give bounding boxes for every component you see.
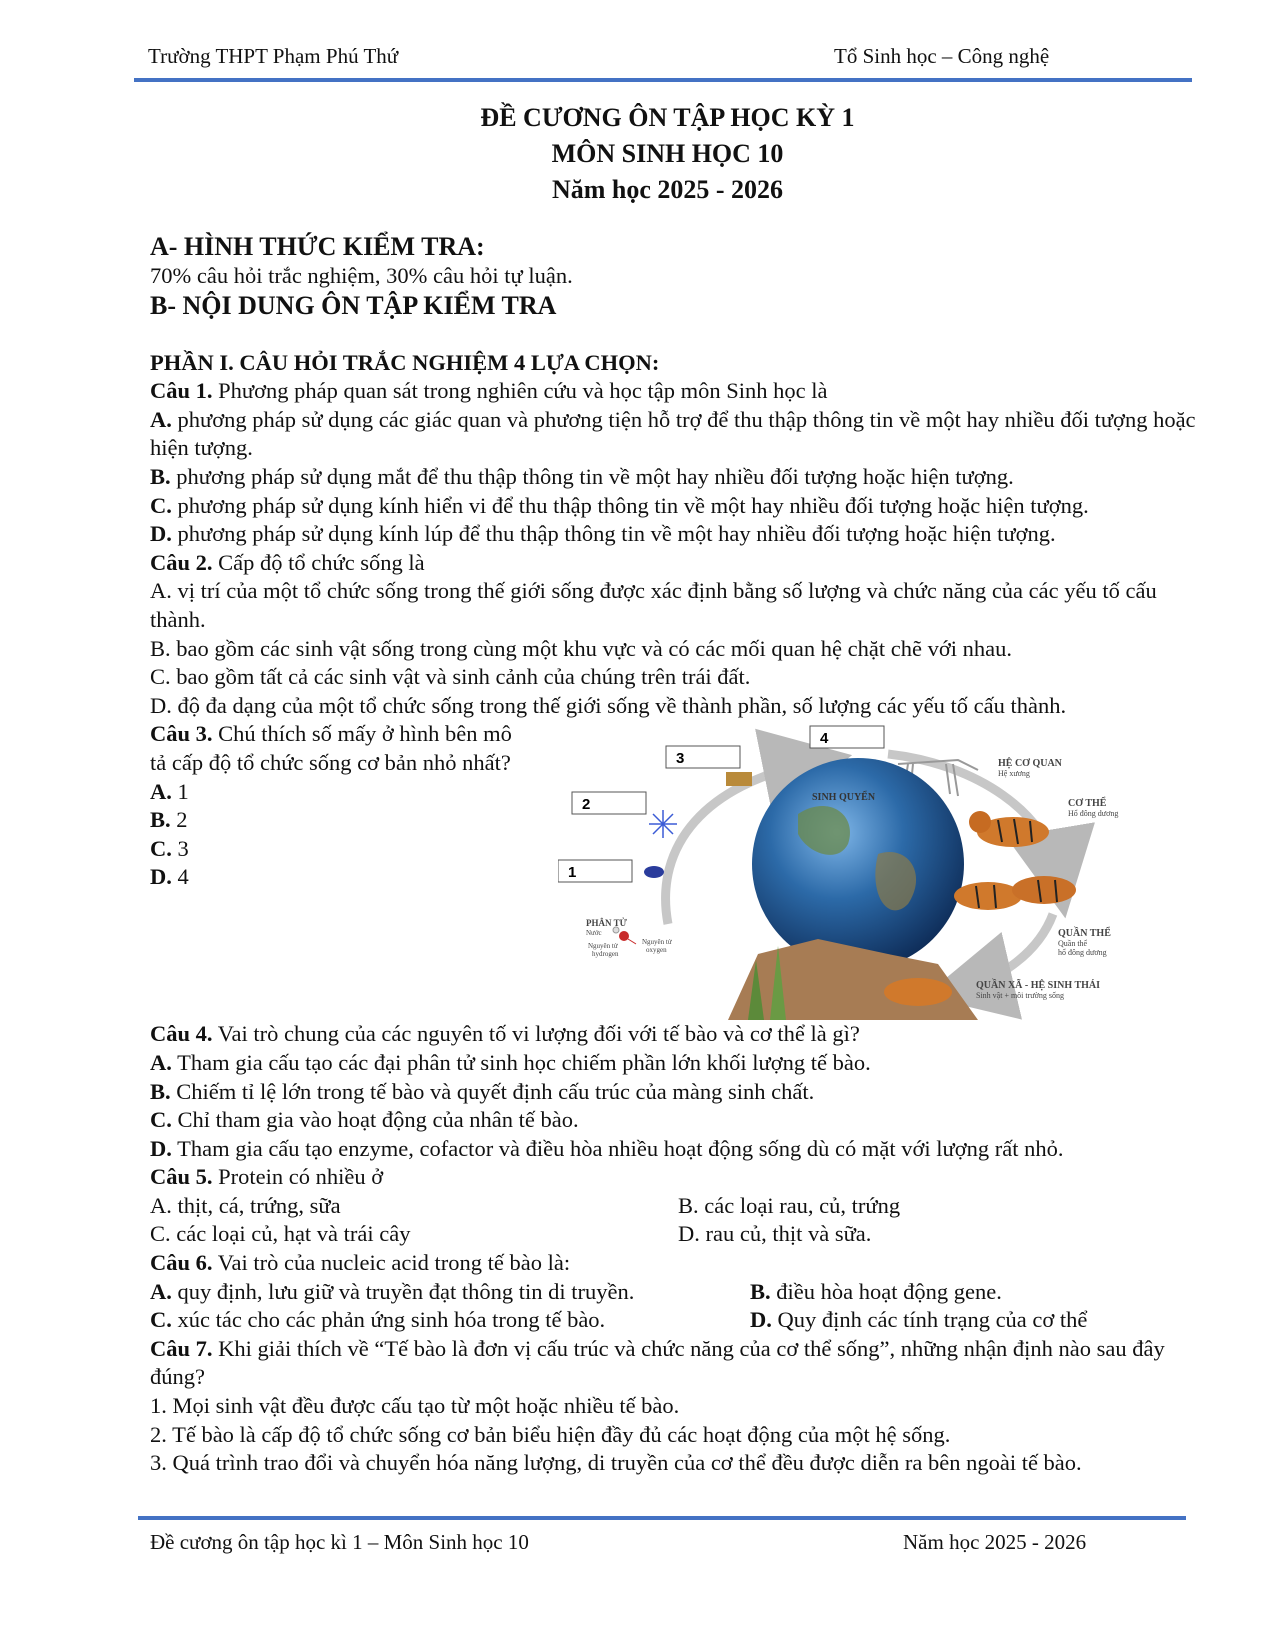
section-a-text: 70% câu hỏi trắc nghiệm, 30% câu hỏi tự luận. — [150, 263, 573, 288]
q4-label: Câu 4. — [150, 1021, 213, 1047]
q3-a-label: A. — [150, 778, 172, 804]
q1-option-d: phương pháp sử dụng kính lúp để thu thập thông tin về một hay nhiều đối tượng hoặc hiện tượng. — [171, 521, 1056, 547]
q4-option-c: Chỉ tham gia vào hoạt động của nhân tế bào. — [171, 1107, 579, 1133]
q1-d-label: D. — [150, 521, 172, 547]
q4-option-a: Tham gia cấu tạo các đại phân tử sinh học chiếm phần lớn khối lượng tế bào. — [171, 1049, 871, 1075]
q4-a-label: A. — [150, 1049, 172, 1075]
document-title — [0, 100, 1275, 208]
q7-statement-3: 3. Quá trình trao đổi và chuyển hóa năng lượng, di truyền của cơ thể đều được diễn ra bên ngoài tế bào. — [150, 1450, 1082, 1476]
tissue-icon — [649, 810, 677, 838]
q1-stem: Phương pháp quan sát trong nghiên cứu và học tập môn Sinh học là — [212, 378, 828, 404]
footer-left: Đề cương ôn tập học kì 1 – Môn Sinh học 10 — [150, 1530, 529, 1554]
section-a-heading: A- HÌNH THỨC KIỂM TRA: — [150, 232, 485, 261]
q5-stem: Protein có nhiều ở — [212, 1164, 384, 1190]
question-5 — [150, 1163, 1200, 1249]
q6-option-d: Quy định các tính trạng của cơ thể — [771, 1307, 1088, 1333]
q7-statement-1: 1. Mọi sinh vật đều được cấu tạo từ một hoặc nhiều tế bào. — [150, 1393, 680, 1419]
header-department: Tổ Sinh học – Công nghệ — [834, 44, 1050, 68]
box-4-text: 4 — [820, 730, 829, 748]
q2-option-d: D. độ đa dạng của một tổ chức sống trong thế giới sống về thành phần, số lượng các yếu tố cấu thành. — [150, 692, 1067, 718]
q5-option-a: A. thịt, cá, trứng, sữa — [150, 1192, 341, 1218]
q2-stem: Cấp độ tổ chức sống là — [212, 549, 425, 575]
q2-label: Câu 2. — [150, 549, 213, 575]
header-rule — [134, 78, 1192, 82]
community-label: QUẦN XÃ - HỆ SINH THÁI — [976, 980, 1100, 992]
q5-label: Câu 5. — [150, 1164, 213, 1190]
q1-a-label: A. — [150, 406, 172, 432]
footer-right: Năm học 2025 - 2026 — [903, 1530, 1087, 1554]
q3-d-label: D. — [150, 864, 172, 890]
hydrogen-label-2: hydrogen — [592, 950, 619, 959]
earth-globe-icon — [752, 758, 964, 970]
q6-d-label: D. — [750, 1307, 772, 1333]
question-4 — [150, 1020, 1200, 1163]
hydrogen-label-1: Nguyên tử — [588, 942, 618, 951]
q1-b-label: B. — [150, 463, 171, 489]
title-line-2: MÔN SINH HỌC 10 — [551, 139, 784, 168]
question-6 — [150, 1249, 1200, 1335]
q3-option-a: 1 — [171, 778, 189, 804]
q6-a-label: A. — [150, 1278, 172, 1304]
community-sub: Sinh vật + môi trường sống — [976, 991, 1064, 1001]
q6-option-b: điều hòa hoạt động gene. — [770, 1278, 1002, 1304]
q1-c-label: C. — [150, 492, 172, 518]
population-sub-2: hổ đông dương — [1058, 948, 1107, 958]
molecule-label: PHÂN TỬ — [586, 918, 627, 929]
q3-c-label: C. — [150, 835, 172, 861]
q7-label: Câu 7. — [150, 1335, 213, 1361]
document-body — [150, 232, 1200, 1478]
q6-option-a: quy định, lưu giữ và truyền đạt thông tin di truyền. — [171, 1278, 635, 1304]
q5-option-d: D. rau củ, thịt và sữa. — [678, 1221, 872, 1247]
tiger-organism-icon — [969, 811, 1049, 847]
q1-option-a: phương pháp sử dụng các giác quan và phương tiện hỗ trợ để thu thập thông tin về một hay nhiều đối tượng hoặc hiện tượng. — [150, 406, 1196, 461]
q6-b-label: B. — [750, 1278, 771, 1304]
q1-option-b: phương pháp sử dụng mắt để thu thập thông tin về một hay nhiều đối tượng hoặc hiện tượng. — [170, 463, 1014, 489]
q3-stem: Chú thích số mấy ở hình bên mô tả cấp độ tổ chức sống cơ bản nhỏ nhất? — [150, 721, 512, 775]
box-2-text: 2 — [582, 796, 591, 814]
levels-of-organization-figure — [558, 724, 1178, 1020]
q2-option-b: B. bao gồm các sinh vật sống trong cùng một khu vực và có các mối quan hệ chặt chẽ với nhau. — [150, 635, 1012, 661]
organ-system-sub: Hệ xương — [998, 769, 1030, 779]
q4-option-d: Tham gia cấu tạo enzyme, cofactor và điều hòa nhiều hoạt động sống dù có mặt với lượng rất nhỏ. — [171, 1135, 1064, 1161]
organ-system-label: HỆ CƠ QUAN — [998, 758, 1062, 770]
footer-rule — [138, 1516, 1186, 1520]
oxygen-label-2: oxygen — [646, 946, 667, 955]
question-7 — [150, 1335, 1200, 1478]
ecosystem-scene-icon — [728, 939, 978, 1020]
question-1 — [150, 377, 1200, 549]
question-2 — [150, 549, 1200, 721]
pointer-line — [628, 939, 636, 944]
q3-b-label: B. — [150, 807, 171, 833]
q3-option-c: 3 — [171, 835, 189, 861]
oxygen-atom-icon — [619, 931, 629, 941]
section-b-heading: B- NỘI DUNG ÔN TẬP KIỂM TRA — [150, 290, 557, 320]
title-line-1: ĐỀ CƯƠNG ÔN TẬP HỌC KỲ 1 — [480, 103, 855, 132]
q1-option-c: phương pháp sử dụng kính hiển vi để thu thập thông tin về một hay nhiều đối tượng hoặc hiện tượng. — [171, 492, 1089, 518]
title-line-3: Năm học 2025 - 2026 — [551, 175, 784, 204]
box-1-text: 1 — [568, 864, 577, 882]
biosphere-label: SINH QUYỂN — [812, 792, 876, 804]
population-sub-1: Quần thể — [1058, 939, 1088, 949]
tiger-population-icon — [954, 876, 1076, 910]
oxygen-label-1: Nguyên tử — [642, 938, 672, 947]
box-3-text: 3 — [676, 750, 685, 768]
q4-b-label: B. — [150, 1078, 171, 1104]
header-school: Trường THPT Phạm Phú Thứ — [148, 44, 399, 68]
q6-c-label: C. — [150, 1307, 172, 1333]
q7-stem: Khi giải thích về “Tế bào là đơn vị cấu trúc và chức năng của cơ thể sống”, những nhận định nào sau đây đúng? — [150, 1335, 1165, 1390]
q4-d-label: D. — [150, 1135, 172, 1161]
q4-c-label: C. — [150, 1107, 172, 1133]
cell-icon — [644, 866, 664, 878]
part1-heading: PHẦN I. CÂU HỎI TRẮC NGHIỆM 4 LỰA CHỌN: — [150, 349, 660, 375]
q3-option-b: 2 — [170, 807, 188, 833]
q6-label: Câu 6. — [150, 1250, 213, 1276]
cycle-arrow-bottom — [968, 914, 1053, 986]
q4-option-b: Chiếm tỉ lệ lớn trong tế bào và quyết định cấu trúc của màng sinh chất. — [170, 1078, 815, 1104]
organism-label: CƠ THỂ — [1068, 798, 1107, 810]
q6-option-c: xúc tác cho các phản ứng sinh hóa trong tế bào. — [171, 1307, 606, 1333]
molecule-sub: Nước — [586, 929, 602, 938]
organ-icon — [726, 772, 752, 786]
q2-option-a: A. vị trí của một tổ chức sống trong thế giới sống được xác định bằng số lượng và chức năng của các yếu tố cấu thành. — [150, 578, 1157, 632]
q1-label: Câu 1. — [150, 378, 213, 404]
q2-option-c: C. bao gồm tất cả các sinh vật và sinh cảnh của chúng trên trái đất. — [150, 664, 751, 690]
organism-sub: Hổ đông dương — [1068, 809, 1119, 819]
q5-option-c: C. các loại củ, hạt và trái cây — [150, 1221, 411, 1247]
question-3 — [150, 720, 1200, 1020]
q7-statement-2: 2. Tế bào là cấp độ tổ chức sống cơ bản biểu hiện đầy đủ các hoạt động của một hệ sống. — [150, 1421, 951, 1447]
q5-option-b: B. các loại rau, củ, trứng — [678, 1192, 901, 1218]
q4-stem: Vai trò chung của các nguyên tố vi lượng đối với tế bào và cơ thể là gì? — [212, 1021, 860, 1047]
q3-label: Câu 3. — [150, 721, 213, 747]
population-label: QUẦN THỂ — [1058, 928, 1111, 940]
q6-stem: Vai trò của nucleic acid trong tế bào là: — [212, 1250, 571, 1276]
q3-option-d: 4 — [171, 864, 189, 890]
